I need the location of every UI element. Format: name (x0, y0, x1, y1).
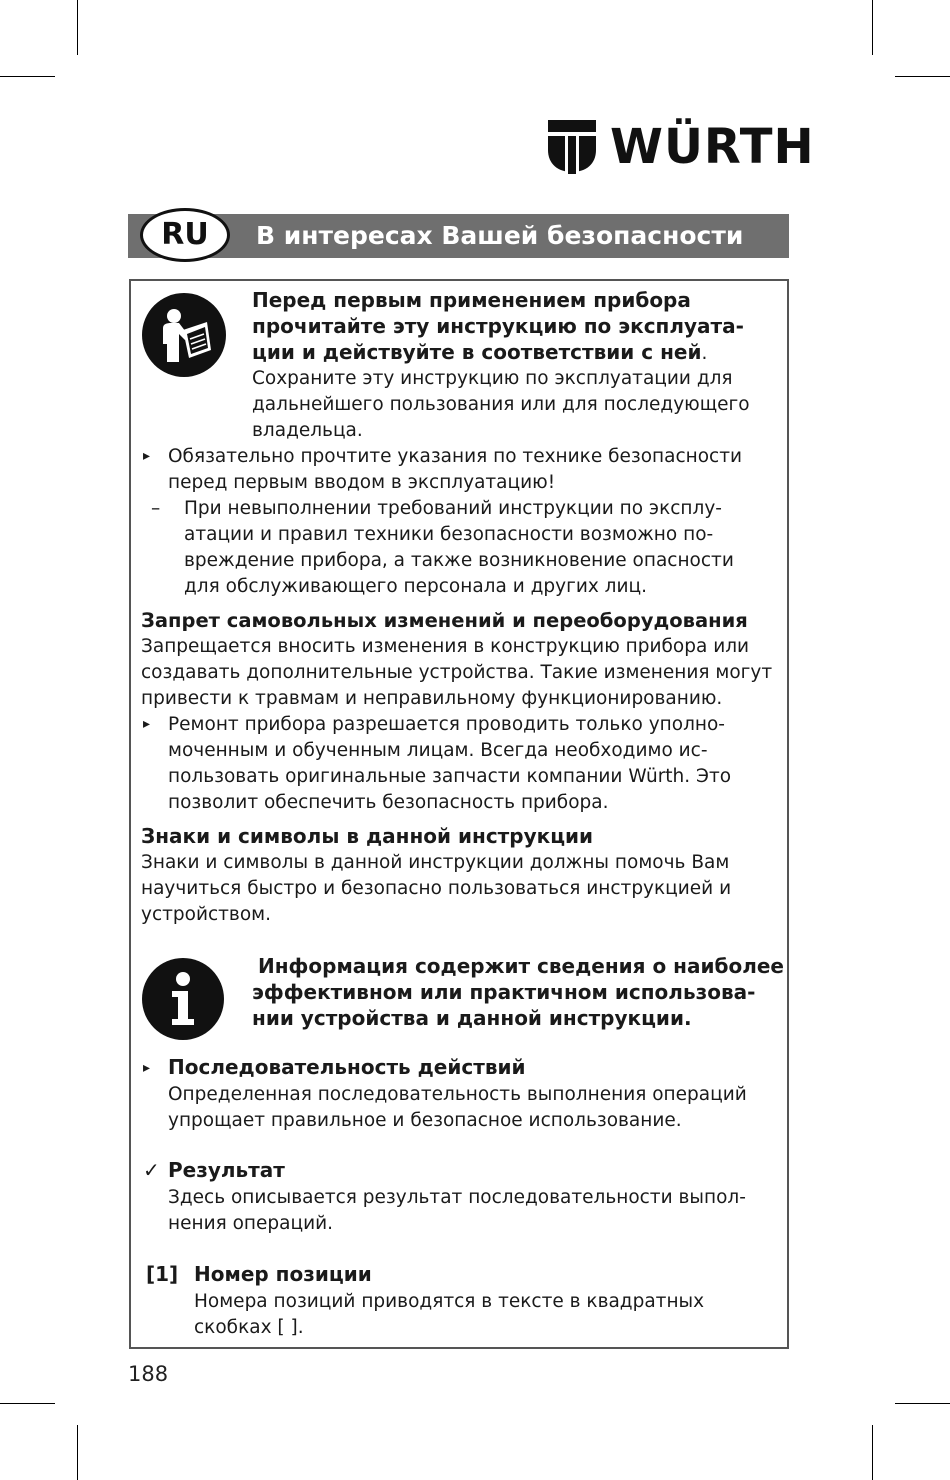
brand-name: WÜRTH (610, 119, 815, 175)
crop-mark (77, 1425, 78, 1480)
bullet-line: позволит обеспечить безопасность прибора. (168, 792, 609, 813)
wurth-logo (548, 118, 815, 176)
crop-mark (872, 0, 873, 55)
result-title: Результат (168, 1158, 285, 1182)
info-line: эффективном или практичном использова- (252, 980, 756, 1004)
crop-mark (872, 1425, 873, 1480)
result-line: Здесь описывается результат последовательности выпол- (168, 1187, 746, 1208)
section-line: научиться быстро и безопасно пользоваться инструкцией и (141, 878, 732, 899)
crop-mark (895, 1403, 950, 1404)
section-heading: Запрет самовольных изменений и переоборудования (141, 609, 748, 632)
steps-line: упрощает правильное и безопасное использование. (168, 1110, 682, 1131)
crop-mark (895, 76, 950, 77)
crop-mark (77, 0, 78, 55)
section-line: Знаки и символы в данной инструкции должны помочь Вам (141, 852, 730, 873)
steps-marker: ▸ (143, 1060, 151, 1076)
section-line: устройством. (141, 904, 271, 925)
dash-line: атации и правил техники безопасности возможно по- (184, 524, 714, 545)
position-line: скобках [ ]. (194, 1317, 304, 1338)
bullet-line: пользовать оригинальные запчасти компании Würth. Это (168, 766, 732, 787)
bullet-line: перед первым вводом в эксплуатацию! (168, 472, 556, 493)
info-line: Информация содержит сведения о наиболее (258, 954, 784, 978)
steps-title: Последовательность действий (168, 1055, 526, 1079)
bullet-line: Ремонт прибора разрешается проводить только уполно- (168, 714, 725, 735)
read-manual-icon (141, 292, 227, 378)
section-heading: Знаки и символы в данной инструкции (141, 824, 594, 848)
intro-line: владельца. (252, 420, 363, 441)
crop-mark (0, 76, 55, 77)
bullet-line: Обязательно прочтите указания по технике безопасности (168, 446, 743, 467)
intro-bold-line: Перед первым применением прибора (252, 288, 691, 312)
page-number: 188 (128, 1362, 169, 1386)
section-line: привести к травмам и неправильному функционированию. (141, 688, 723, 709)
intro-line: Сохраните эту инструкцию по эксплуатации для (252, 368, 733, 389)
section-line: Запрещается вносить изменения в конструкцию прибора или (141, 636, 750, 657)
position-marker: [1] (146, 1262, 179, 1286)
info-icon (141, 957, 225, 1041)
dash-line: вреждение прибора, а также возникновение опасности (184, 550, 734, 571)
intro-bold-line: прочитайте эту инструкцию по эксплуата- (252, 314, 744, 338)
dash-marker: – (151, 498, 161, 519)
section-line: создавать дополнительные устройства. Такие изменения могут (141, 662, 773, 683)
checkmark-icon: ✓ (143, 1158, 160, 1182)
dash-line: для обслуживающего персонала и других лиц. (184, 576, 647, 597)
wurth-emblem-icon (548, 120, 596, 174)
dash-line: При невыполнении требований инструкции по эксплу- (184, 498, 722, 519)
bullet-marker: ▸ (143, 716, 151, 732)
intro-line: дальнейшего пользования или для последующего (252, 394, 750, 415)
bullet-marker: ▸ (143, 448, 151, 464)
language-badge: RU (140, 208, 230, 262)
steps-line: Определенная последовательность выполнения операций (168, 1084, 747, 1105)
crop-mark (0, 1403, 55, 1404)
bullet-line: моченным и обученным лицам. Всегда необходимо ис- (168, 740, 708, 761)
result-line: нения операций. (168, 1213, 334, 1234)
position-line: Номера позиций приводятся в тексте в квадратных (194, 1291, 705, 1312)
section-title: В интересах Вашей безопасности (256, 221, 744, 250)
intro-bold-line: ции и действуйте в соответствии с ней. (252, 340, 708, 364)
info-line: нии устройства и данной инструкции. (252, 1006, 692, 1030)
position-title: Номер позиции (194, 1262, 372, 1286)
